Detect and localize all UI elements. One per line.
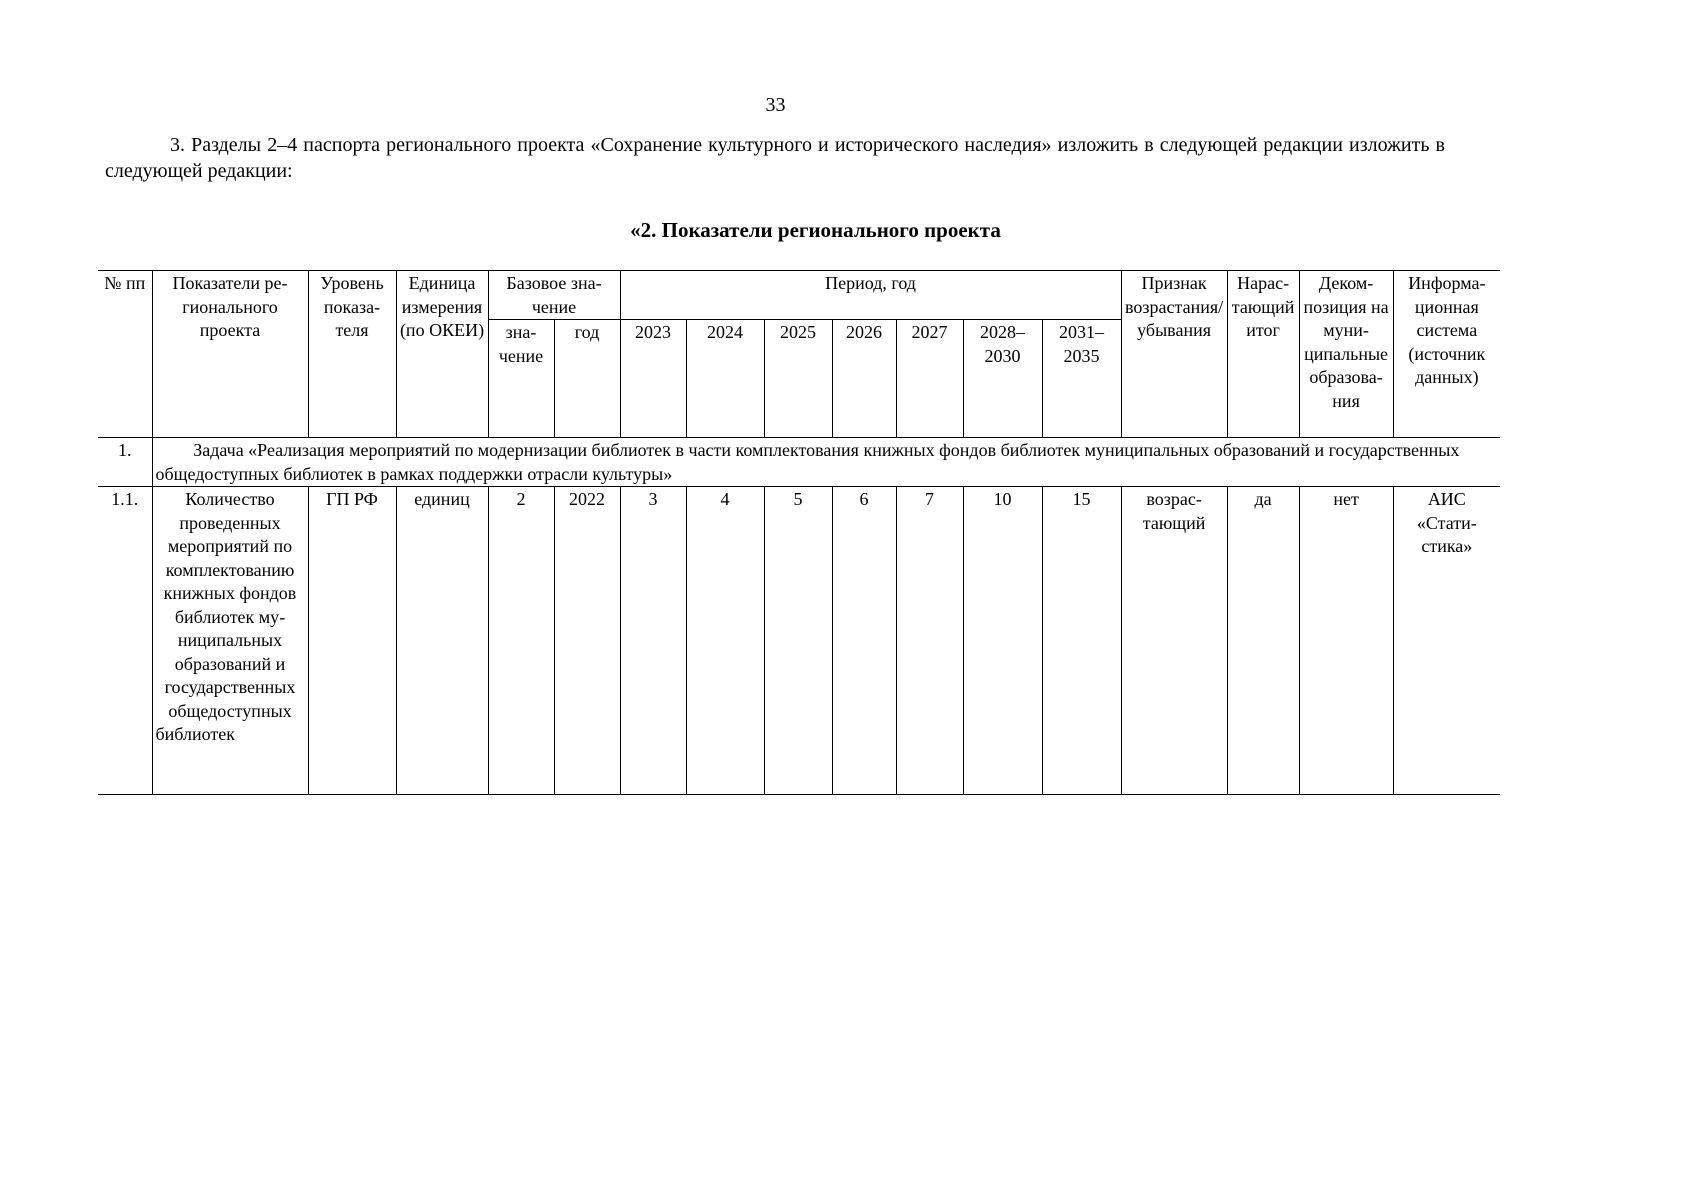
header-info-system: Информационная система (источник данных) [1393,271,1500,438]
section-title: «2. Показатели регионального проекта [630,218,1001,242]
indicator-value-2025: 5 [764,487,832,795]
indicator-row [98,487,1500,795]
indicator-info-system: АИС «Статистика» [1393,487,1500,795]
header-unit: Единица измерения (по ОКЕИ) [396,271,488,438]
indicator-base-year: 2022 [554,487,620,795]
page-number: 33 [765,94,786,116]
indicator-sign: возрастающий [1121,487,1227,795]
header-year-2027: 2027 [896,320,963,438]
indicators-table [98,270,1500,795]
header-cumulative: Нарастающий итог [1227,271,1299,438]
indicator-base-value: 2 [488,487,554,795]
indicator-name: Количество проведенных мероприятий по комплектованию книжных фондов библиотек муниципальных образований и государственных общедоступных библиотек [152,487,308,795]
header-year-2024: 2024 [686,320,764,438]
header-year-2028-2030: 2028– 2030 [963,320,1042,438]
header-period: Период, год [620,271,1121,320]
indicator-num: 1.1. [98,487,152,795]
indicator-value-2024: 4 [686,487,764,795]
indicator-decomposition: нет [1299,487,1393,795]
header-year-2023: 2023 [620,320,686,438]
header-indicators: Показатели регионального проекта [152,271,308,438]
header-level: Уровень показателя [308,271,396,438]
indicator-value-2031-2035: 15 [1042,487,1121,795]
header-year-2026: 2026 [832,320,896,438]
task-row [98,438,1500,487]
indicator-unit: единиц [396,487,488,795]
header-year-2031-2035: 2031– 2035 [1042,320,1121,438]
header-row-1 [98,271,1500,320]
header-sign: Признак возрастания/ убывания [1121,271,1227,438]
indicator-cumulative: да [1227,487,1299,795]
task-num: 1. [98,438,152,487]
header-base: Базовое значение [488,271,620,320]
intro-paragraph: 3. Разделы 2–4 паспорта регионального проекта «Сохранение культурного и исторического наследия» изложить в следующей редакции изложить в следующей редакции: [105,134,1445,182]
header-decomposition: Декомпозиция на муниципальные образования [1299,271,1393,438]
indicator-value-2027: 7 [896,487,963,795]
header-year-2025: 2025 [764,320,832,438]
header-base-value: значение [488,320,554,438]
indicator-level: ГП РФ [308,487,396,795]
indicator-value-2028-2030: 10 [963,487,1042,795]
indicator-value-2023: 3 [620,487,686,795]
header-base-year: год [554,320,620,438]
task-text: Задача «Реализация мероприятий по модернизации библиотек в части комплектования книжных фондов библиотек муниципальных образований и государственных общедоступных библиотек в рамках поддержки отрасли культуры» [152,438,1500,487]
indicator-value-2026: 6 [832,487,896,795]
header-num: № пп [98,271,152,438]
